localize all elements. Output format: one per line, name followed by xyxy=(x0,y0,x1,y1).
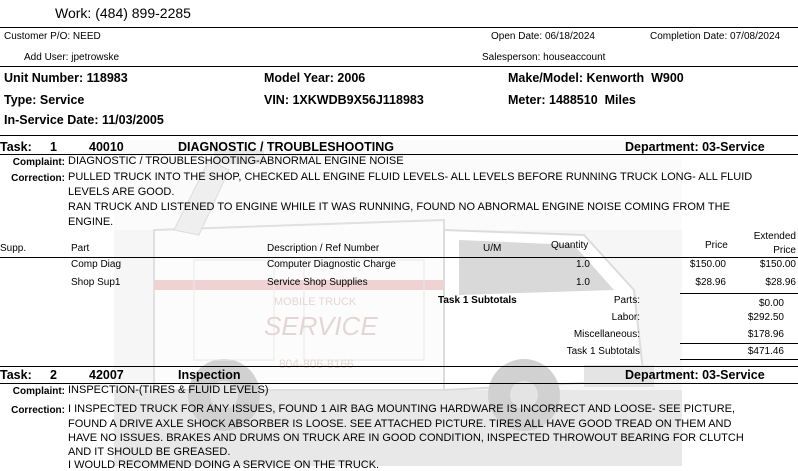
task1-code: 40010 xyxy=(89,140,124,154)
task2-correction-line: AND IT SHOULD BE GREASED. xyxy=(68,446,231,458)
labor-total: $292.50 xyxy=(747,312,784,323)
work-label: Work: xyxy=(55,5,92,21)
customer-po: Customer P/O: NEED xyxy=(4,31,101,42)
misc-label: Miscellaneous: xyxy=(573,329,640,340)
col-supp: Supp. xyxy=(0,243,27,254)
watermark-logo-line1: MOBILE TRUCK xyxy=(274,296,357,308)
line-price: $28.96 xyxy=(695,277,726,288)
line-description: Computer Diagnostic Charge xyxy=(267,259,396,270)
task2-complaint: INSPECTION-(TIRES & FLUID LEVELS) xyxy=(68,384,269,396)
col-um: U/M xyxy=(483,243,502,254)
unit-type: Type: Service xyxy=(4,93,85,107)
divider xyxy=(0,366,798,367)
line-extended: $150.00 xyxy=(759,259,796,270)
table-header-rule xyxy=(0,257,798,258)
model-year: Model Year: 2006 xyxy=(264,71,366,85)
task1-label: Task: xyxy=(0,140,32,154)
task1-correction-line: ENGINE. xyxy=(68,216,114,228)
task1-title: DIAGNOSTIC / TROUBLESHOOTING xyxy=(178,140,394,154)
task2-complaint-label: Complaint: xyxy=(12,386,65,397)
task1-complaint-label: Complaint: xyxy=(12,157,65,168)
add-user: Add User: jpetrowske xyxy=(24,52,120,63)
parts-label: Parts: xyxy=(613,295,640,306)
task1-correction-label: Correction: xyxy=(11,173,65,184)
labor-label: Labor: xyxy=(611,312,640,323)
task2-label: Task: xyxy=(0,368,32,382)
col-quantity: Quantity xyxy=(551,240,589,251)
vin: VIN: 1XKWDB9X56J118983 xyxy=(264,93,424,107)
unit-number: Unit Number: 118983 xyxy=(4,71,128,85)
task2-title: Inspection xyxy=(178,368,241,382)
task1-complaint: DIAGNOSTIC / TROUBLESHOOTING-ABNORMAL ENGINE NOISE xyxy=(68,155,404,167)
work-phone xyxy=(55,5,191,21)
meter: Meter: 1488510 Miles xyxy=(508,93,636,107)
open-date: Open Date: 06/18/2024 xyxy=(491,31,595,42)
line-extended: $28.96 xyxy=(765,277,796,288)
line-description: Service Shop Supplies xyxy=(267,277,368,288)
subtotals-heading: Task 1 Subtotals xyxy=(438,295,517,306)
divider xyxy=(0,66,798,67)
task1-correction-line: RAN TRUCK AND LISTENED TO ENGINE WHILE IT WAS RUNNING, FOUND NO ABNORMAL ENGINE NOISE COMING FROM THE xyxy=(68,201,730,213)
task1-department: Department: 03-Service xyxy=(625,140,765,154)
line-part: Shop Sup1 xyxy=(71,277,121,288)
task2-correction-line: I WOULD RECOMMEND DOING A SERVICE ON THE TRUCK. xyxy=(68,459,380,471)
make-model: Make/Model: Kenworth W900 xyxy=(508,71,684,85)
salesperson: Salesperson: houseaccount xyxy=(482,52,606,63)
task2-number: 2 xyxy=(50,368,57,382)
col-extended: Extended xyxy=(753,231,796,242)
completion-date: Completion Date: 07/08/2024 xyxy=(650,31,781,42)
subtotal-rule xyxy=(680,359,798,360)
subtotal-rule xyxy=(680,343,798,344)
watermark-phone: 804-806-8166 xyxy=(279,357,354,371)
line-part: Comp Diag xyxy=(71,259,122,270)
col-part: Part xyxy=(71,243,90,254)
col-price: Price xyxy=(705,240,728,251)
watermark-logo-line2: SERVICE xyxy=(264,311,378,341)
line-price: $150.00 xyxy=(689,259,726,270)
line-quantity: 1.0 xyxy=(576,277,590,288)
task1-number: 1 xyxy=(50,140,57,154)
task-subtotals-label: Task 1 Subtotals xyxy=(566,346,640,357)
task2-correction-line: HAVE NO ISSUES. BRAKES AND DRUMS ON TRUCK ARE IN GOOD CONDITION, INSPECTED THROWOUT BEARING FOR CLUTCH xyxy=(68,432,744,444)
task1-correction-line: PULLED TRUCK INTO THE SHOP, CHECKED ALL ENGINE FLUID LEVELS- ALL LEVELS BEFORE RUNNING TRUCK LONG- ALL FLUID xyxy=(68,171,753,183)
task1-correction-line: LEVELS ARE GOOD. xyxy=(68,186,175,198)
divider xyxy=(0,27,798,28)
task2-code: 42007 xyxy=(89,368,124,382)
task2-correction-label: Correction: xyxy=(11,405,65,416)
col-description: Description / Ref Number xyxy=(267,243,380,254)
task2-correction-line: FOUND A DRIVE AXLE SHOCK ABSORBER IS LOOSE. SEE ATTACHED PICTURE. TIRES ALL HAVE GOOD TREAD ON THEM AND xyxy=(68,418,732,430)
parts-total: $0.00 xyxy=(758,298,784,309)
col-extended: Price xyxy=(773,245,796,256)
in-service-date: In-Service Date: 11/03/2005 xyxy=(4,113,164,127)
misc-total: $178.96 xyxy=(747,329,784,340)
task-subtotal-value: $471.46 xyxy=(747,346,784,357)
subtotal-rule xyxy=(680,293,798,294)
work-phone-value: (484) 899-2285 xyxy=(95,5,191,21)
task2-correction-line: I INSPECTED TRUCK FOR ANY ISSUES, FOUND 1 AIR BAG MOUNTING HARDWARE IS INCORRECT AND LOOSE- SEE PICTURE, xyxy=(68,403,736,415)
line-quantity: 1.0 xyxy=(576,259,590,270)
task2-department: Department: 03-Service xyxy=(625,368,765,382)
divider xyxy=(0,135,798,136)
